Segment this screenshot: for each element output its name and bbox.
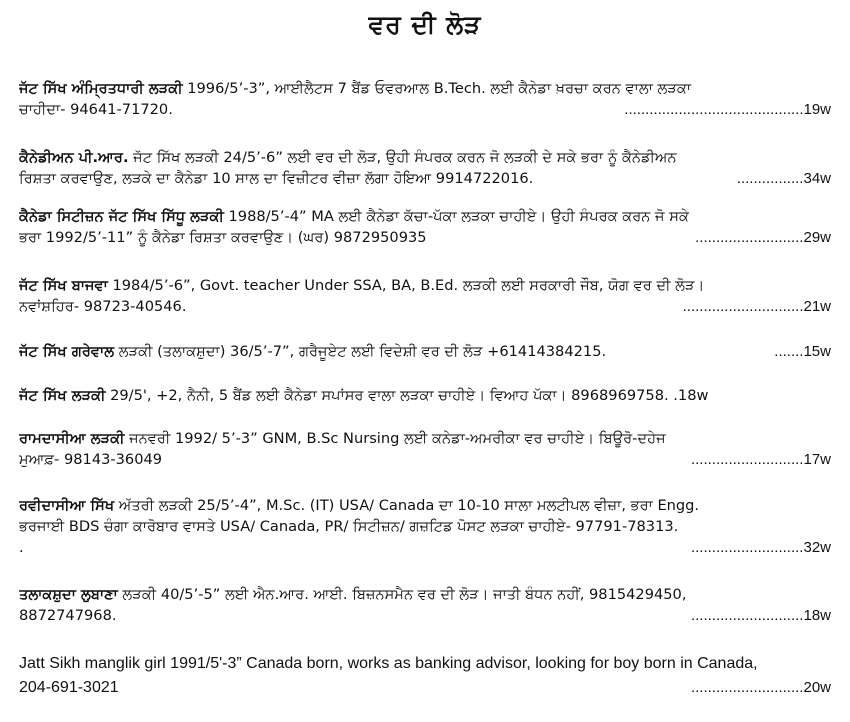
- classified-ad: [19, 78, 831, 120]
- ad-text: 1984/5’-6”, Govt. teacher Under SSA, BA, B.Ed. ਲੜਕੀ ਲਈ ਸਰਕਾਰੀ ਜੌਬ, ਯੋਗ ਵਰ ਦੀ ਲੋੜ।: [107, 277, 705, 294]
- classified-ad: [19, 385, 831, 406]
- ad-line: [19, 147, 831, 168]
- ad-text: ਜਨਵਰੀ 1992/ 5’-3” GNM, B.Sc Nursing ਲਈ ਕਨੇਡਾ-ਅਮਰੀਕਾ ਵਰ ਚਾਹੀਏ। ਬਿਊਰੋ-ਦਹੇਜ: [124, 430, 666, 447]
- ad-lead: ਜੱਟ ਸਿੱਖ ਬਾਜਵਾ: [19, 277, 108, 294]
- ad-text: ਅੱਤਰੀ ਲੜਕੀ 25/5’-4”, M.Sc. (IT) USA/ Canada ਦਾ 10-10 ਸਾਲਾ ਮਲਟੀਪਲ ਵੀਜ਼ਾ, ਭਰਾ Engg.: [114, 497, 700, 514]
- ad-lead: ਜੱਟ ਸਿੱਖ ਅੰਮ੍ਰਿਤਧਾਰੀ ਲੜਕੀ: [19, 80, 183, 97]
- ad-text: 29/5', +2, ਨੈਨੀ, 5 ਬੈਂਡ ਲਈ ਕੈਨੇਡਾ ਸਪਾਂਸਰ ਵਾਲਾ ਲੜਕਾ ਚਾਹੀਏ। ਵਿਆਹ ਪੱਕਾ। 8968969758. .18w: [105, 387, 709, 404]
- ad-text: ਨਵਾਂਸ਼ਹਿਰ- 98723-40546.: [19, 298, 187, 315]
- ad-text: ਲੜਕੀ (ਤਲਾਕਸ਼ੁਦਾ) 36/5’-7”, ਗਰੈਜੂਏਟ ਲਈ ਵਿਦੇਸ਼ੀ ਵਰ ਦੀ ਲੋੜ +61414384215.: [114, 343, 607, 360]
- ad-code: ...........................18w: [690, 607, 831, 624]
- ad-line: [19, 495, 831, 516]
- ad-text: 8872747968.: [19, 607, 117, 624]
- ad-lead: ਜੱਟ ਸਿੱਖ ਲੜਕੀ: [19, 387, 106, 404]
- ad-line: [19, 605, 831, 626]
- ad-lead: ਰਾਮਦਾਸੀਆ ਲੜਕੀ: [19, 430, 125, 447]
- ad-text: ਜੱਟ ਸਿੱਖ ਲੜਕੀ 24/5’-6” ਲਈ ਵਰ ਦੀ ਲੋੜ, ਉਹੀ ਸੰਪਰਕ ਕਰਨ ਜੋ ਲੜਕੀ ਦੇ ਸਕੇ ਭਰਾ ਨੂੰ ਕੈਨੇਡੀਅਨ: [128, 149, 677, 166]
- ad-line: [19, 296, 831, 317]
- ad-code: ...........................32w: [690, 539, 831, 556]
- classified-ad: [19, 495, 831, 558]
- ad-code: ................34w: [736, 170, 831, 187]
- ad-line: [19, 537, 831, 558]
- ad-line: [19, 652, 831, 676]
- ad-line: [19, 206, 831, 227]
- ad-code: ...........................................19w: [624, 101, 831, 118]
- ad-line: [19, 99, 831, 120]
- ad-line: [19, 275, 831, 296]
- classified-ad: [19, 428, 831, 470]
- ad-line: [19, 676, 831, 700]
- ad-code: ...........................20w: [689, 676, 831, 700]
- ad-line: [19, 78, 831, 99]
- ad-text: 204-691-3021: [19, 679, 119, 696]
- page-title: ਵਰ ਦੀ ਲੋੜ: [368, 10, 482, 39]
- ad-code: .............................21w: [682, 298, 831, 315]
- ad-lead: ਤਲਾਕਸ਼ੁਦਾ ਲੁਬਾਣਾ: [19, 586, 118, 603]
- ad-line: [19, 227, 831, 248]
- classified-ad: [19, 341, 831, 362]
- classified-ad: [19, 275, 831, 317]
- ad-text: Jatt Sikh manglik girl 1991/5'-3” Canada born, works as banking advisor, looking for boy born in Canada,: [19, 655, 758, 672]
- ad-text: ਭਰਜਾਈ BDS ਚੰਗਾ ਕਾਰੋਬਾਰ ਵਾਸਤੇ USA/ Canada, PR/ ਸਿਟੀਜ਼ਨ/ ਗਜ਼ਟਿਡ ਪੋਸਟ ਲੜਕਾ ਚਾਹੀਏ- 97791-78313.: [19, 518, 679, 535]
- ad-lead: ਜੱਟ ਸਿੱਖ ਗਰੇਵਾਲ: [19, 343, 115, 360]
- ad-text: ਰਿਸ਼ਤਾ ਕਰਵਾਉਣ, ਲੜਕੇ ਦਾ ਕੈਨੇਡਾ 10 ਸਾਲ ਦਾ ਵਿਜ਼ੀਟਰ ਵੀਜ਼ਾ ਲੱਗਾ ਹੋਇਆ 9914722016.: [19, 170, 534, 187]
- classified-ad: [19, 652, 831, 700]
- ad-line: [19, 428, 831, 449]
- ad-text: 1996/5’-3”, ਆਈਲੈਟਸ 7 ਬੈਂਡ ਓਵਰਆਲ B.Tech. ਲਈ ਕੈਨੇਡਾ ਖ਼ਰਚਾ ਕਰਨ ਵਾਲਾ ਲੜਕਾ: [182, 80, 692, 97]
- ad-text: 1988/5’-4” MA ਲਈ ਕੈਨੇਡਾ ਕੱਚਾ-ਪੱਕਾ ਲੜਕਾ ਚਾਹੀਏ। ਉਹੀ ਸੰਪਰਕ ਕਰਨ ਜੋ ਸਕੇ: [223, 208, 689, 225]
- ad-code: ...........................17w: [690, 451, 831, 468]
- classified-ad: [19, 206, 831, 248]
- ad-lead: ਰਵੀਦਾਸੀਆ ਸਿੱਖ: [19, 497, 115, 514]
- ad-lead: ਕੈਨੇਡੀਅਨ ਪੀ.ਆਰ.: [19, 149, 129, 166]
- classified-ad: [19, 147, 831, 189]
- ad-line: [19, 516, 831, 537]
- ad-code: .......15w: [774, 343, 831, 360]
- ad-text: ਮੁਆਫ਼- 98143-36049: [19, 451, 163, 468]
- ad-line: [19, 449, 831, 470]
- ad-code: ..........................29w: [695, 229, 831, 246]
- ad-line: [19, 341, 831, 362]
- ad-text: .: [19, 539, 24, 556]
- classified-ad: [19, 584, 831, 626]
- ad-lead: ਕੈਨੇਡਾ ਸਿਟੀਜ਼ਨ ਜੱਟ ਸਿੱਖ ਸਿੱਧੂ ਲੜਕੀ: [19, 208, 224, 225]
- ad-text: ਲੜਕੀ 40/5’-5” ਲਈ ਐਨ.ਆਰ. ਆਈ. ਬਿਜ਼ਨਸਮੈਨ ਵਰ ਦੀ ਲੋੜ। ਜਾਤੀ ਬੰਧਨ ਨਹੀਂ, 9815429450,: [117, 586, 687, 603]
- ad-text: ਭਰਾ 1992/5’-11” ਨੂੰ ਕੈਨੇਡਾ ਰਿਸ਼ਤਾ ਕਰਵਾਉਣ। (ਘਰ) 9872950935: [19, 229, 427, 246]
- ad-line: [19, 385, 831, 406]
- ad-line: [19, 168, 831, 189]
- ad-text: ਚਾਹੀਦਾ- 94641-71720.: [19, 101, 173, 118]
- ad-line: [19, 584, 831, 605]
